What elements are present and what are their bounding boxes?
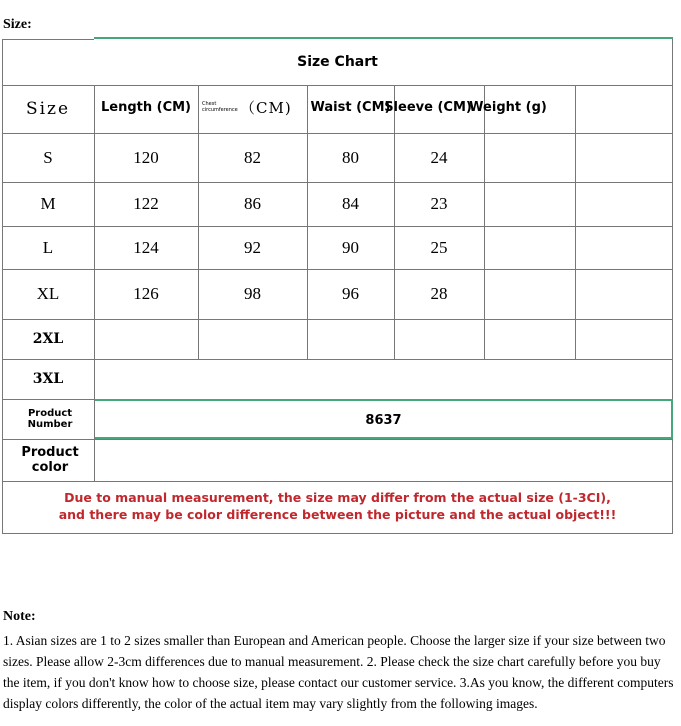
size-heading: Size: bbox=[3, 17, 32, 32]
sleeve-value: 25 bbox=[430, 237, 448, 257]
waist-value: 84 bbox=[342, 194, 359, 213]
length-value: 120 bbox=[133, 147, 159, 167]
note-body: 1. Asian sizes are 1 to 2 sizes smaller than European and American people. Choose the larger size if your size between two sizes. Please allow 2-3cm differences due to manual measurement. 2. Please check the size chart carefully before you buy the item, if you don't know how to choose size, please contact our customer service. 3.As you know, the different computers display colors differently, the color of the actual item may vary slightly from the following images. bbox=[3, 633, 674, 711]
product-color-label: Product color bbox=[21, 445, 79, 475]
header-weight: Weight (g) bbox=[469, 99, 547, 115]
size-label: XL bbox=[36, 284, 60, 303]
warning-line-2: and there may be color difference between the picture and the actual object!!! bbox=[58, 507, 617, 522]
sleeve-value: 28 bbox=[430, 284, 448, 303]
measurement-warning bbox=[2, 489, 673, 523]
chest-value: 92 bbox=[244, 237, 261, 257]
length-value: 122 bbox=[133, 194, 159, 213]
header-chest-unit: （CM) bbox=[240, 98, 292, 117]
header-size: Size bbox=[25, 99, 71, 119]
size-label: S bbox=[43, 147, 53, 167]
chart-title: Size Chart bbox=[297, 54, 378, 70]
header-chest-label: Chest circumference bbox=[202, 101, 238, 113]
header-waist: Waist (CM) bbox=[310, 99, 391, 115]
sleeve-value: 24 bbox=[430, 147, 448, 167]
waist-value: 90 bbox=[342, 237, 359, 257]
size-label: M bbox=[40, 194, 56, 213]
product-number-value: 8637 bbox=[365, 412, 402, 428]
header-sleeve: Sleeve (CM) bbox=[384, 99, 472, 115]
header-length: Length (CM) bbox=[100, 99, 192, 115]
size-label: 2XL bbox=[32, 331, 64, 347]
product-number-label: Product Number bbox=[27, 408, 73, 430]
header-chest bbox=[198, 85, 307, 129]
warning-line-1: Due to manual measurement, the size may differ from the actual size (1-3CI), bbox=[64, 490, 611, 505]
chest-value: 86 bbox=[244, 194, 261, 213]
length-value: 126 bbox=[133, 284, 159, 303]
length-value: 124 bbox=[133, 237, 159, 257]
sleeve-value: 23 bbox=[430, 194, 448, 213]
note-heading: Note: bbox=[3, 609, 36, 624]
size-label: L bbox=[42, 237, 54, 257]
chest-value: 98 bbox=[244, 284, 261, 303]
size-label: 3XL bbox=[32, 371, 64, 387]
size-chart-table bbox=[2, 37, 673, 534]
waist-value: 96 bbox=[342, 284, 359, 303]
chest-value: 82 bbox=[244, 147, 261, 167]
waist-value: 80 bbox=[342, 147, 359, 167]
